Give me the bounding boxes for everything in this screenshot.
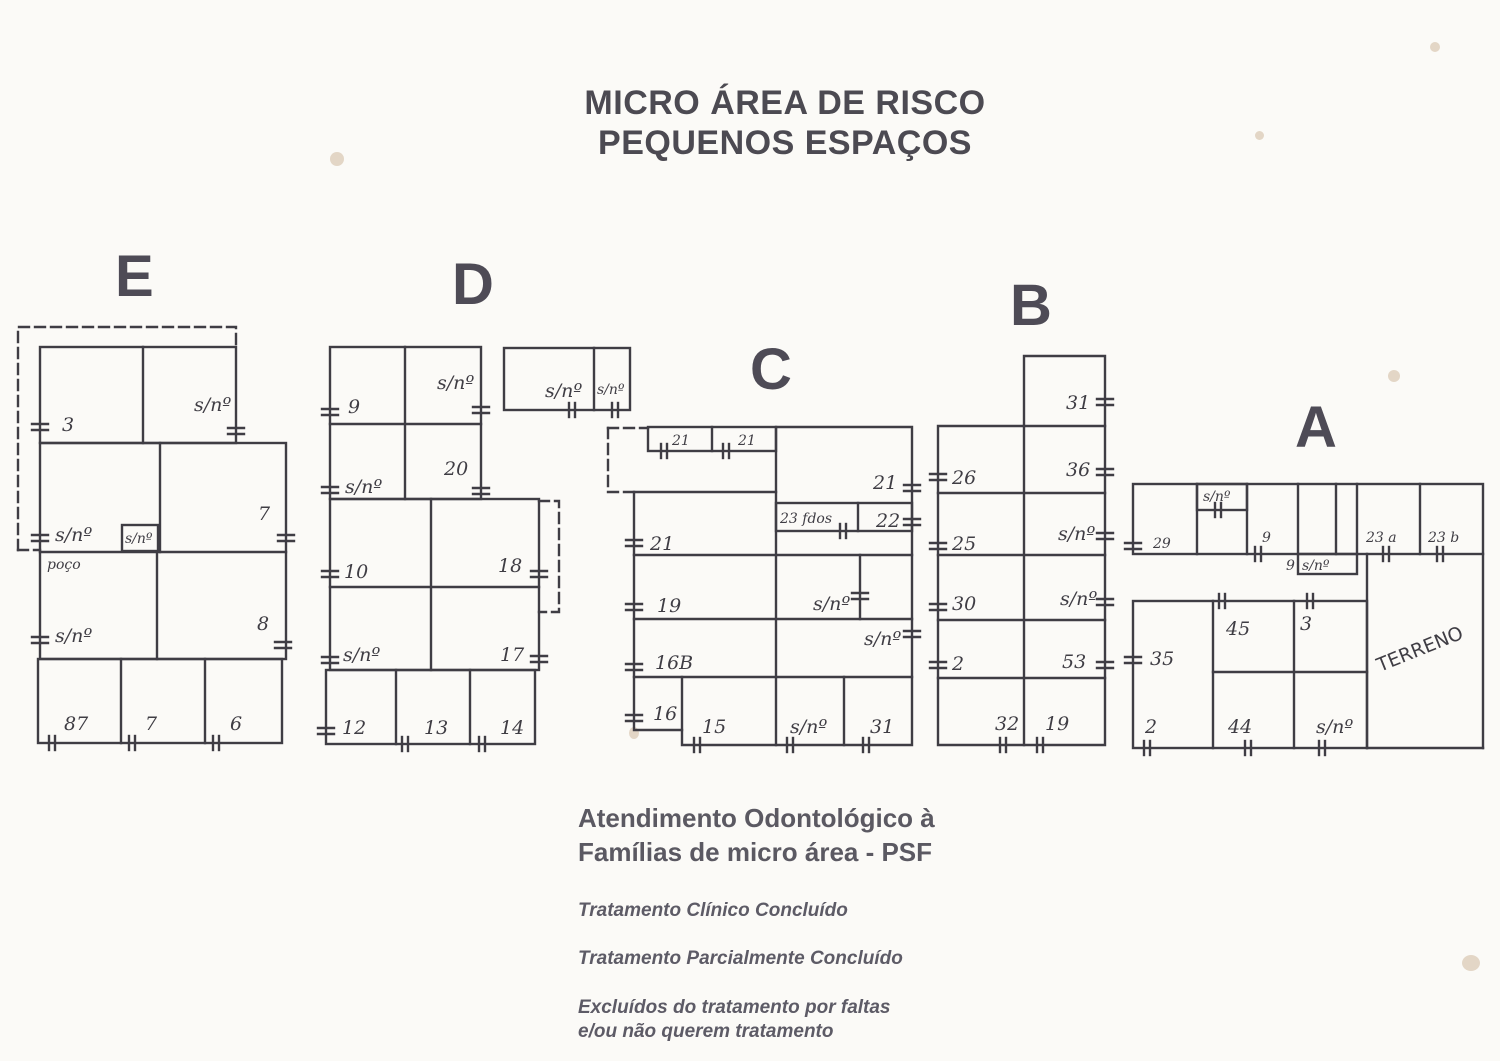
lot-label: poço (47, 557, 81, 573)
lot-label: 31 (870, 716, 895, 738)
lot-label: 3 (1300, 613, 1313, 635)
lot-label: 32 (995, 713, 1020, 735)
lot-label: s/nº (813, 593, 851, 615)
legend-item: Tratamento Parcialmente Concluído (578, 948, 903, 969)
lot-label: 87 (64, 713, 89, 735)
lot-label: 2 (952, 653, 965, 675)
block-label-e: E (115, 244, 154, 309)
lot-label: s/nº (790, 716, 828, 738)
lot-label: 26 (952, 467, 977, 489)
block-d (326, 252, 630, 744)
lot-label: 13 (424, 717, 449, 739)
lot-label: s/nº (864, 628, 902, 650)
lot-label: 19 (657, 595, 682, 617)
lot-label: 21 (650, 533, 675, 555)
block-b (938, 273, 1105, 745)
dashed-boundary (539, 501, 559, 612)
lot-label: 21 (672, 433, 690, 449)
lot-label: s/nº (343, 644, 381, 666)
lot-label: s/nº (194, 394, 232, 416)
lot-label: 17 (500, 644, 525, 666)
lot-label: s/nº (1316, 716, 1354, 738)
lot-label: 14 (500, 717, 525, 739)
lot-label: s/nº (125, 531, 153, 547)
lot-label: 23 fdos (780, 511, 833, 527)
lot-label: s/nº (1203, 489, 1231, 505)
block-e (18, 244, 286, 743)
block-label-d: D (452, 252, 494, 317)
lot-label: 7 (258, 503, 271, 525)
block-outline (634, 427, 912, 745)
block-c (608, 337, 912, 745)
lot-label: 16 (653, 703, 678, 725)
lot-label: 20 (444, 458, 469, 480)
lot-label: 23 a (1366, 530, 1397, 546)
lot-label: 18 (498, 555, 523, 577)
lot-label: 29 (1153, 536, 1171, 552)
lot-label: 23 b (1428, 530, 1460, 546)
legend-item: Excluídos do tratamento por faltas (578, 997, 891, 1018)
lot-label: 6 (230, 713, 243, 735)
lot-label: 3 (62, 414, 75, 436)
lot-label: s/nº (1302, 558, 1330, 574)
lot-label: 45 (1226, 618, 1251, 640)
lot-label: 12 (342, 717, 367, 739)
lot-label: s/nº (345, 476, 383, 498)
lot-label: 25 (952, 533, 977, 555)
lot-label: 7 (145, 713, 158, 735)
dashed-boundary (18, 327, 236, 550)
block-label-b: B (1010, 273, 1052, 338)
dashed-boundary (608, 428, 634, 492)
lot-label: 9 (1286, 558, 1295, 574)
lot-label: 21 (738, 433, 756, 449)
map-subtitle: PEQUENOS ESPAÇOS (598, 124, 972, 162)
terreno-label: TERRENO (1373, 622, 1467, 677)
legend-item: e/ou não querem tratamento (578, 1021, 834, 1042)
lot-label: 35 (1150, 648, 1175, 670)
lot-label: 10 (344, 561, 369, 583)
lot-label: s/nº (437, 372, 475, 394)
footer-heading: Atendimento Odontológico à (578, 803, 935, 833)
lot-label: 21 (873, 472, 898, 494)
lot-label: 9 (1262, 530, 1271, 546)
lot-label: 31 (1066, 392, 1091, 414)
lot-label: 19 (1045, 713, 1070, 735)
footer-heading: Famílias de micro área - PSF (578, 837, 933, 867)
lot-label: 15 (702, 716, 727, 738)
map-title: MICRO ÁREA DE RISCO (584, 84, 986, 122)
lot-label: 44 (1228, 716, 1253, 738)
block-label-a: A (1295, 395, 1337, 460)
lot-label: s/nº (1060, 588, 1098, 610)
lot-label: 9 (348, 396, 361, 418)
block-a (1133, 395, 1483, 748)
lot-label: 36 (1066, 459, 1091, 481)
lot-label: 16B (655, 652, 694, 674)
lot-label: 30 (952, 593, 977, 615)
lot-label: s/nº (55, 524, 93, 546)
lot-label: s/nº (55, 625, 93, 647)
block-label-c: C (750, 337, 792, 402)
lot-label: s/nº (545, 380, 583, 402)
lot-label: s/nº (1058, 523, 1096, 545)
legend-item: Tratamento Clínico Concluído (578, 900, 848, 921)
lot-label: 8 (257, 613, 270, 635)
lot-label: 2 (1145, 716, 1158, 738)
entrance-marks (32, 399, 1443, 755)
lot-label: 53 (1062, 651, 1087, 673)
lot-label: s/nº (597, 382, 625, 398)
lot-label: 22 (876, 510, 901, 532)
